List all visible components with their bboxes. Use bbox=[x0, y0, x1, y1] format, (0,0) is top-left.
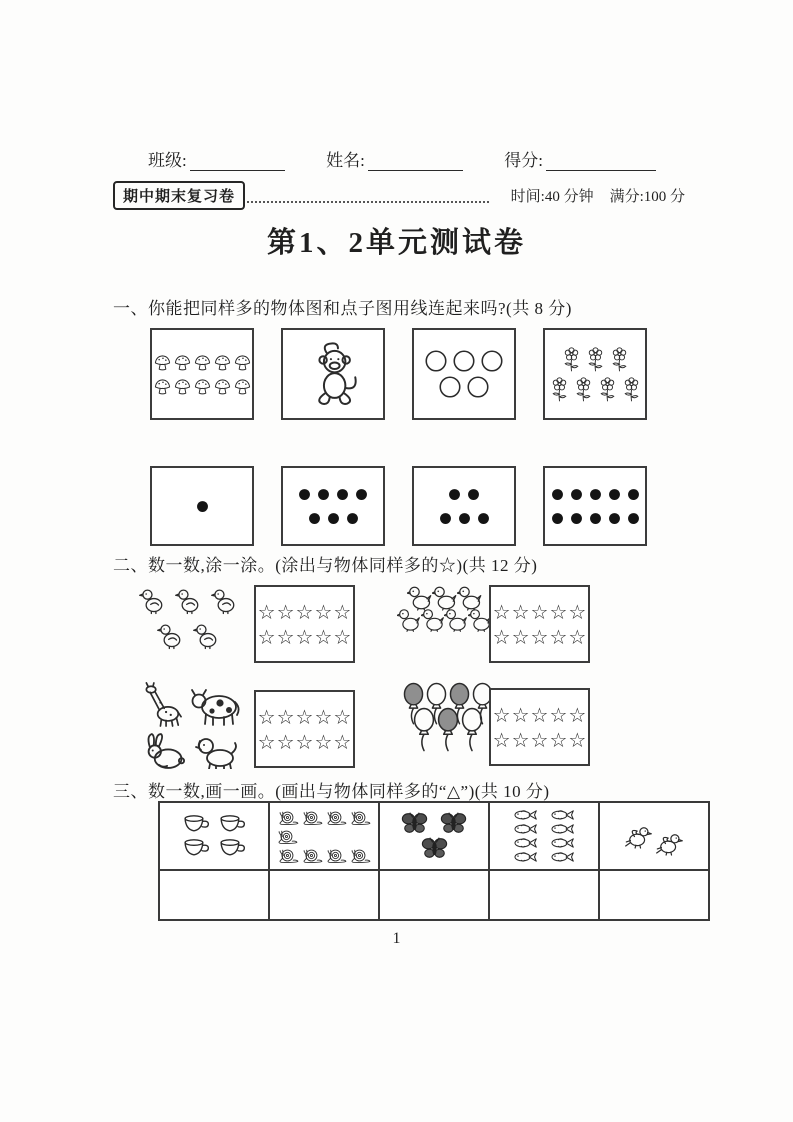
dot-icon bbox=[588, 487, 603, 502]
butterfly-icon bbox=[401, 812, 428, 835]
score-label: 得分: bbox=[504, 151, 543, 170]
duck-icon bbox=[397, 606, 421, 633]
star-icon: ☆ bbox=[511, 599, 530, 624]
objects-row bbox=[159, 802, 709, 870]
name-field bbox=[326, 146, 463, 171]
mushroom-icon bbox=[233, 353, 252, 372]
star-icon: ☆ bbox=[333, 704, 352, 729]
fish-icon bbox=[513, 823, 538, 835]
dot-boxes-row bbox=[150, 466, 647, 546]
circle-icon bbox=[451, 348, 477, 374]
page-number: 1 bbox=[392, 930, 401, 947]
mushroom-icon bbox=[153, 353, 172, 372]
flower-icon bbox=[573, 377, 594, 402]
monkey-icon bbox=[300, 341, 366, 407]
monkey-box bbox=[281, 328, 385, 420]
fish-icon bbox=[550, 851, 575, 863]
balloons-star-box bbox=[489, 688, 590, 766]
five-dots-box bbox=[412, 466, 516, 546]
dot-icon bbox=[354, 487, 369, 502]
dot-icon bbox=[588, 511, 603, 526]
mushroom-icon bbox=[193, 353, 212, 372]
dot-icon bbox=[297, 487, 312, 502]
star-icon: ☆ bbox=[257, 624, 276, 649]
answer-cell bbox=[159, 870, 269, 920]
dot-icon bbox=[626, 487, 641, 502]
dot-icon bbox=[316, 487, 331, 502]
star-icon: ☆ bbox=[530, 599, 549, 624]
one-dot-box bbox=[150, 466, 254, 546]
name-blank-line bbox=[368, 152, 463, 171]
score-blank-line bbox=[546, 152, 656, 171]
ducklings-star-box bbox=[489, 585, 590, 663]
snail-icon bbox=[277, 847, 300, 864]
class-label: 班级: bbox=[148, 151, 187, 170]
dot-icon bbox=[550, 511, 565, 526]
fish-icon bbox=[513, 851, 538, 863]
cup-icon bbox=[217, 837, 247, 859]
fullscore-info: 满分:100 分 bbox=[609, 189, 685, 205]
ten-dots-box bbox=[543, 466, 647, 546]
star-icon: ☆ bbox=[549, 702, 568, 727]
circle-icon bbox=[437, 374, 463, 400]
flower-icon bbox=[609, 347, 630, 372]
flower-icon bbox=[549, 377, 570, 402]
banner bbox=[113, 181, 685, 210]
chick-icon bbox=[157, 621, 183, 650]
review-booklet-tag: 期中期末复习卷 bbox=[113, 181, 245, 210]
star-icon: ☆ bbox=[295, 599, 314, 624]
flowers-box bbox=[543, 328, 647, 420]
dot-icon bbox=[569, 487, 584, 502]
chicks-group bbox=[128, 586, 248, 650]
dot-icon bbox=[550, 487, 565, 502]
name-label: 姓名: bbox=[326, 151, 365, 170]
mushroom-icon bbox=[173, 353, 192, 372]
star-icon: ☆ bbox=[492, 599, 511, 624]
object-boxes-row bbox=[150, 328, 647, 420]
star-icon: ☆ bbox=[530, 727, 549, 752]
star-icon: ☆ bbox=[549, 599, 568, 624]
circle-icon bbox=[423, 348, 449, 374]
fish-icon bbox=[550, 809, 575, 821]
star-icon: ☆ bbox=[568, 599, 587, 624]
star-icon: ☆ bbox=[295, 624, 314, 649]
star-icon: ☆ bbox=[276, 704, 295, 729]
dotted-leader bbox=[247, 189, 489, 203]
fish-icon bbox=[513, 837, 538, 849]
flower-icon bbox=[621, 377, 642, 402]
circles-box bbox=[412, 328, 516, 420]
chick-icon bbox=[139, 586, 165, 615]
bird-icon bbox=[625, 824, 652, 849]
balloon-icon bbox=[460, 707, 484, 753]
farm-animals-group bbox=[126, 681, 252, 769]
star-icon: ☆ bbox=[295, 704, 314, 729]
star-icon: ☆ bbox=[568, 727, 587, 752]
snail-icon bbox=[276, 828, 299, 845]
duck-icon bbox=[468, 606, 492, 633]
star-icon: ☆ bbox=[314, 624, 333, 649]
cow-icon bbox=[190, 684, 242, 726]
snail-icon bbox=[277, 809, 300, 826]
answer-row bbox=[159, 870, 709, 920]
rabbit-icon bbox=[140, 732, 186, 769]
farm-animals-star-box bbox=[254, 690, 355, 768]
section2-heading: 二、数一数,涂一涂。(涂出与物体同样多的☆)(共 12 分) bbox=[113, 556, 538, 575]
dot-icon bbox=[307, 511, 322, 526]
snail-icon bbox=[301, 809, 324, 826]
star-icon: ☆ bbox=[530, 624, 549, 649]
star-icon: ☆ bbox=[492, 624, 511, 649]
cup-icon bbox=[181, 837, 211, 859]
dot-icon bbox=[569, 511, 584, 526]
fish-icon bbox=[513, 809, 538, 821]
mushroom-icon bbox=[213, 353, 232, 372]
star-icon: ☆ bbox=[568, 624, 587, 649]
snail-icon bbox=[301, 847, 324, 864]
star-icon: ☆ bbox=[333, 624, 352, 649]
chick-icon bbox=[175, 586, 201, 615]
draw-triangles-table bbox=[158, 801, 710, 921]
cups-cell bbox=[161, 813, 267, 859]
dog-icon bbox=[194, 733, 238, 769]
snail-icon bbox=[349, 809, 372, 826]
star-icon: ☆ bbox=[549, 727, 568, 752]
answer-cell bbox=[489, 870, 599, 920]
snail-icon bbox=[325, 847, 348, 864]
star-icon: ☆ bbox=[568, 702, 587, 727]
mushroom-icon bbox=[153, 377, 172, 396]
snail-icon bbox=[325, 809, 348, 826]
class-field bbox=[148, 146, 285, 171]
flower-icon bbox=[597, 377, 618, 402]
star-icon: ☆ bbox=[257, 599, 276, 624]
star-icon: ☆ bbox=[530, 702, 549, 727]
flower-icon bbox=[585, 347, 606, 372]
star-icon: ☆ bbox=[257, 704, 276, 729]
answer-cell bbox=[599, 870, 709, 920]
balloon-dark-icon bbox=[436, 707, 460, 753]
dot-icon bbox=[607, 487, 622, 502]
fish-icon bbox=[550, 823, 575, 835]
duck-icon bbox=[421, 606, 445, 633]
giraffe-icon bbox=[137, 681, 182, 728]
star-icon: ☆ bbox=[511, 727, 530, 752]
snails-cell bbox=[271, 809, 377, 864]
star-icon: ☆ bbox=[257, 729, 276, 754]
page-title: 第1、2单元测试卷 bbox=[266, 227, 526, 259]
fish-cell bbox=[491, 809, 597, 863]
star-icon: ☆ bbox=[276, 599, 295, 624]
section1-heading: 一、你能把同样多的物体图和点子图用线连起来吗?(共 8 分) bbox=[113, 299, 572, 318]
dot-icon bbox=[626, 511, 641, 526]
mushroom-icon bbox=[233, 377, 252, 396]
dot-icon bbox=[326, 511, 341, 526]
mushrooms-box bbox=[150, 328, 254, 420]
cup-icon bbox=[217, 813, 247, 835]
star-icon: ☆ bbox=[333, 599, 352, 624]
butterfly-icon bbox=[440, 812, 467, 835]
butterflies-cell bbox=[381, 812, 487, 860]
balloon-icon bbox=[412, 707, 436, 753]
dot-icon bbox=[335, 487, 350, 502]
duck-icon bbox=[444, 606, 468, 633]
star-icon: ☆ bbox=[492, 727, 511, 752]
dot-icon bbox=[476, 511, 491, 526]
chicks-star-box bbox=[254, 585, 355, 663]
time-info: 时间:40 分钟 bbox=[510, 189, 594, 205]
star-icon: ☆ bbox=[333, 729, 352, 754]
star-icon: ☆ bbox=[314, 599, 333, 624]
dot-icon bbox=[195, 499, 210, 514]
star-icon: ☆ bbox=[492, 702, 511, 727]
mushroom-icon bbox=[213, 377, 232, 396]
mushroom-icon bbox=[193, 377, 212, 396]
header-fields bbox=[148, 146, 656, 171]
chick-icon bbox=[211, 586, 237, 615]
dot-icon bbox=[466, 487, 481, 502]
snail-icon bbox=[349, 847, 372, 864]
circle-icon bbox=[465, 374, 491, 400]
dot-icon bbox=[438, 511, 453, 526]
dot-icon bbox=[447, 487, 462, 502]
star-icon: ☆ bbox=[511, 702, 530, 727]
star-icon: ☆ bbox=[295, 729, 314, 754]
dot-icon bbox=[607, 511, 622, 526]
star-icon: ☆ bbox=[276, 729, 295, 754]
bird-icon bbox=[656, 831, 683, 856]
answer-cell bbox=[269, 870, 379, 920]
seven-dots-box bbox=[281, 466, 385, 546]
butterfly-icon bbox=[421, 837, 448, 860]
score-field bbox=[504, 146, 656, 171]
class-blank-line bbox=[190, 152, 285, 171]
dot-icon bbox=[457, 511, 472, 526]
section3-heading: 三、数一数,画一画。(画出与物体同样多的“△”)(共 10 分) bbox=[113, 782, 550, 801]
star-icon: ☆ bbox=[549, 624, 568, 649]
birds-cell bbox=[601, 817, 707, 856]
mushroom-icon bbox=[173, 377, 192, 396]
fish-icon bbox=[550, 837, 575, 849]
star-icon: ☆ bbox=[314, 704, 333, 729]
balloons-group bbox=[402, 681, 494, 753]
dot-icon bbox=[345, 511, 360, 526]
star-icon: ☆ bbox=[276, 624, 295, 649]
ducklings-group bbox=[397, 584, 491, 633]
flower-icon bbox=[561, 347, 582, 372]
chick-icon bbox=[193, 621, 219, 650]
answer-cell bbox=[379, 870, 489, 920]
star-icon: ☆ bbox=[511, 624, 530, 649]
cup-icon bbox=[181, 813, 211, 835]
circle-icon bbox=[479, 348, 505, 374]
star-icon: ☆ bbox=[314, 729, 333, 754]
